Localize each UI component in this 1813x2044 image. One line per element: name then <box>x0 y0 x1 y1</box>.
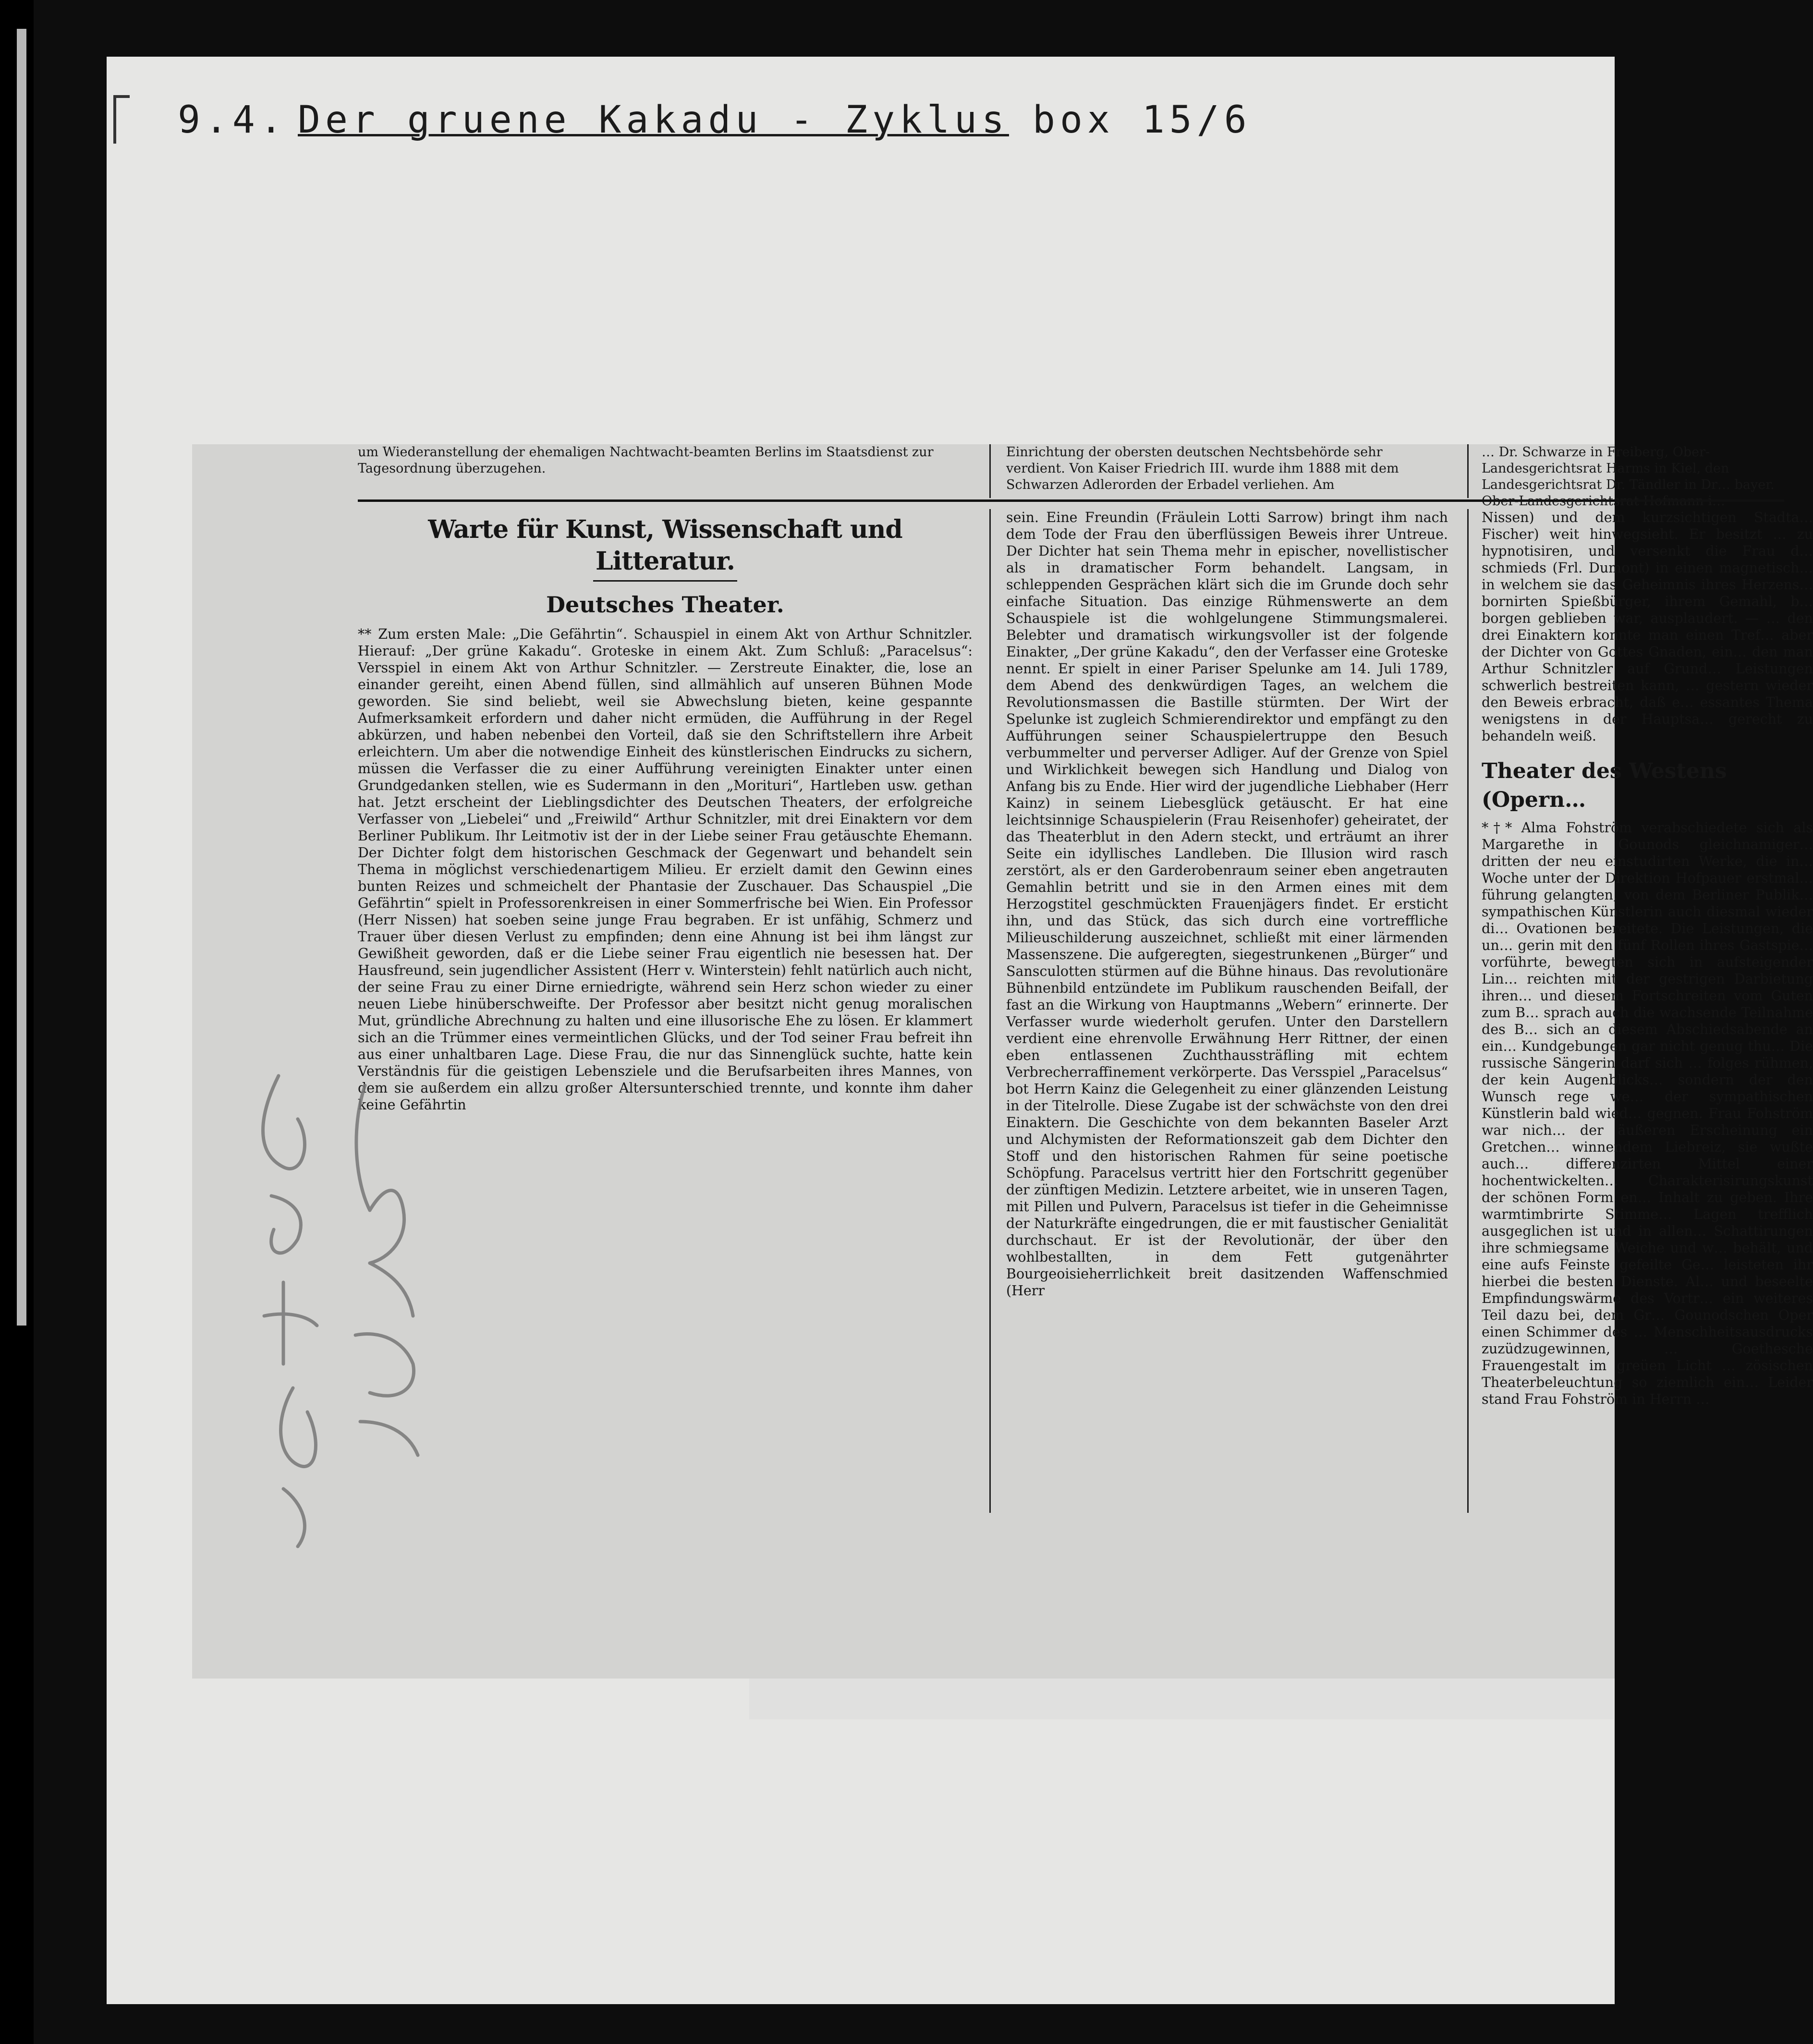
column-divider <box>1467 444 1469 498</box>
header-number: 9.4. <box>178 98 287 142</box>
masthead-rule <box>593 580 737 582</box>
article-text: sein. Eine Freundin (Fräulein Lotti Sarrow) bringt ihm nach dem Tode der Frau den überflüssigen Beweis ihrer Untreue. Der Dichter hat sein Thema mehr in epischer, novellistischer als in dramatischer Form behandelt. Langsam, in schleppenden Gesprächen klärt sich die im Grunde doch sehr einfache Situation. Das einzige Rühmenswerte an dem Schauspiele ist die wohlgelungene Stimmungsmalerei. Belebter und dramatisch wirkungsvoller ist der folgende Einakter, „Der grüne Kakadu“, den der Verfasser eine Groteske nennt. Er spielt in einer Pariser Spelunke am 14. Juli 1789, dem Abend des denkwürdigen Tages, an welchem die Revolutionsmassen die Bastille stürmten. Der Wirt der Spelunke ist zugleich Schmierendirektor und empfängt zu den Aufführungen seiner Schauspielertruppe den Besuch verbummelter und perverser Adliger. Auf der Grenze von Spiel und Wirklichkeit bewegen sich Handlung und Dialog von Anfang bis zu Ende. Hier wird der jugendliche Liebhaber (Herr Kainz) in seinem Liebesglück getäuscht. Er hat eine leichtsinnige Schauspielerin (Frau Reisenhofer) geheiratet, der das Theaterblut in den Adern steckt, und erträumt an ihrer Seite ein idyllisches Landleben. Die Illusion wird rasch zerstört, als er den Garderobenraum seiner eben angetrauten Gemahlin betritt und sie in den Armen eines mit dem Herzogstitel geschmückten Frauenjägers findet. Er ersticht ihn, und das Stück, das sich durch eine vortreffliche Milieuschilderung auszeichnet, schließt mit einer lärmenden Massenszene. Die aufgeregten, siegestrunkenen „Bürger“ und Sansculotten stürmen auf die Bühne hinaus. Das revolutionäre Bühnenbild entzündete im Publikum rauschenden Beifall, der fast an die Wirkung von Hauptmanns „Webern“ erinnerte. Der Verfasser wurde wiederholt gerufen. Unter den Darstellern verdient eine ehrenvolle Erwähnung Herr Rittner, der einen eben entlassenen Zuchthaussträfling mit echtem Verbrecherraffinement verkörperte. Das Versspiel „Paracelsus“ bot Herrn Kainz die Gelegenheit zu einer glänzenden Leistung in der Titelrolle. Diese Zugabe ist der schwächste von den drei Einaktern. Die Geschichte von dem bekannten Baseler Arzt und Alchymisten der Reformationszeit gab dem Dichter den Stoff und den historischen Rahmen für seine poetische Schöpfung. Paracelsus vertritt hier den Fortschritt gegenüber der zünftigen Medizin. Letztere arbeitet, wie in unseren Tagen, mit Pillen und Pulvern, Paracelsus ist tiefer in die Geheimnisse der Naturkräfte eingedrungen, die er mit faustischer Genialität durchschaut. Er ist der Revolutionär, der über den wohlbestallten, in dem Fett gutgenährter Bourgeoisieherrlichkeit breit dasitzenden Waffenschmied (Herr <box>1006 510 1448 1299</box>
section-title-theater-des-westens: Theater des Westens (Opern… <box>1482 759 1727 812</box>
adjacent-page-edge <box>17 29 26 1326</box>
column-divider <box>989 444 991 498</box>
column-divider <box>989 509 991 1513</box>
column-divider <box>1467 509 1469 1513</box>
archive-header <box>178 98 1282 151</box>
handwritten-annotation <box>226 1057 456 1561</box>
top-rule <box>358 499 1784 502</box>
article-column-3 <box>1482 509 1813 1513</box>
article-text: ** Zum ersten Male: „Die Gefährtin“. Schauspiel in einem Akt von Arthur Schnitzler. Hierauf: „Der grüne Kakadu“. Groteske in einem Akt. Zum Schluß: „Paracelsus“: Versspiel in einem Akt von Arthur Schnitzler. — Zerstreute Einakter, die, lose an einander gereiht, einen Abend füllen, sind allmählich auf unseren Bühnen Mode geworden. Sie sind beliebt, weil sie Abwechslung bieten, keine gespannte Aufmerksamkeit erfordern und daher nicht ermüden, die Aufführung in der Regel abkürzen, und haben nebenbei den Vorteil, daß sie den Schriftstellern ihre Arbeit erleichtern. Um aber die notwendige Einheit des künstlerischen Eindrucks zu sichern, müssen die Verfasser die zu einer Aufführung vereinigten Einakter unter einen Grundgedanken stellen, wie es Sudermann in den „Morituri“, Hartleben usw. gethan hat. Jetzt erscheint der Lieblingsdichter des Deutschen Theaters, der erfolgreiche Verfasser von „Liebelei“ und „Freiwild“ Arthur Schnitzler, mit drei Einaktern vor dem Berliner Publikum. Ihr Leitmotiv ist der in der Liebe seiner Frau getäuschte Ehemann. Der Dichter folgt dem historischen Geschmack der Gegenwart und behandelt sein Thema in möglichst verschiedenartigem Milieu. Er erzielt damit den Gewinn eines bunten Reizes und schmeichelt der Phantasie der Zuschauer. Das Schauspiel „Die Gefährtin“ spielt in Professorenkreisen in einer Sommerfrische bei Wien. Ein Professor (Herr Nissen) hat soeben seine junge Frau begraben. Er ist unfähig, Schmerz und Trauer über diesen Verlust zu empfinden; denn eine Ahnung ist bei ihm längst zur Gewißheit geworden, daß er die Liebe seiner Frau eigentlich nie besessen hat. Der Hausfreund, sein jugendlicher Assistent (Herr v. Winterstein) fehlt natürlich auch nicht, der seine Frau zu einer Dirne erniedrigte, während sein Herz schon wieder zu einer neuen Liebe hinüberschweifte. Der Professor aber besitzt nicht genug moralischen Mut, gründliche Abrechnung zu halten und eine illusorische Ehe zu lösen. Er klammert sich an die Trümmer eines vermeintlichen Glücks, und der Tod seiner Frau befreit ihn aus einer unhaltbaren Lage. Diese Frau, die nur das Sinnenglück suchte, hatte kein Verständnis für die geistigen Lebensziele und die Berufsarbeiten ihres Mannes, von dem sie außerdem ein allzu großer Altersunterschied trennte, und konnte ihm daher keine Gefährtin <box>358 626 973 1113</box>
top-fragment-col1: um Wiederanstellung der ehemaligen Nachtwacht-beamten Berlins im Staatsdienst zur Tagesordnung überzugehen. <box>358 445 934 476</box>
top-fragment-col3: … Dr. Schwarze in Freiberg, Ober-Landesgerichtsrat Harms in Kiel, den Landesgerichtsrat Dr. Tändler in Dr… bayer. <box>1482 445 1775 492</box>
article-text: Nissen) und dem kurzsichtigen Stadta… Fischer) weit hinwegsieht. Er besitzt … zu hypnotisiren, und versenkt die Frau d… schmieds (Frl. Dumont) in einen magnetisch… in welchem sie das Geheimnis ihres Herzens… bornirten Spießbürger, ihrem Gemahl, b… borgen geblieben war, ausplaudert. — … den drei Einaktern konnte man einen Tref… aber der Dichter von Gottes Gnaden, ein… den man Arthur Schnitzler auf Grund… Leistungen schwerlich bestreiten kann, … gestern wieder den Beweis erbracht, daß e… essantes Thema wenigstens in der Hauptsa… gerecht zu behandeln weiß. <box>1482 510 1813 744</box>
article-text: *†* Alma Fohström verabschiedete sich als Margarethe in Gounods gleichnamiger… dritten der neu einstudirten Werke, die in… Woche unter der Direktion Hofpauer erstmal… führung gelangten, von dem Berliner Publik… sympathischen Künstlerin auch diesmal wieder di… Ovationen bereitete. Die Leistungen, die un… gerin mit den fünf Rollen ihres Gastspie… vorführte, bewegten sich in aufsteigender Lin… reichten mit der gestrigen Darbietung ihren… und diesem Fortschreiten vom Guten zum B… sprach auch die wachsende Teilnahme des B… sich an diesem Abschiedsabende an ein… Kundgebungen gar nicht genug thu… Die russische Sängerin darf sich … folges rühmen, der kein Augenblicks… sondern der den Wunsch rege we… der sympathischen Künstlerin bald wied… gegnen. Frau Fohström war nich… der äußeren Erscheinung ein Gretchen… winnendem Liebreiz, sie wußte auch… differenzirten Mittel einer hochentwickelten… Charakterisirungskunst der schönen Form en… Inhalt zu geben. Ihre warmtimbrirte Stimme… Lagen trefflich ausgeglichen ist und in allen… Schattirungen ihre schmiegsame Weiche und w… behält, und eine aufs Feinste gefeilte Ge… leisteten ihr hierbei die besten Dienste. Al… und beseelte Empfindungswärme des Vortr… ein weiteres Teil dazu bei, dem Gr… Gounodschen Oper einen Schimmer des … Menschheitsausdrucks zuzüdzugewinnen, … Goethesche Frauengestalt im greüen Licht … zösischen Theaterbeleuchtung so ziemlich ein… Leider stand Frau Fohström in Herrn … <box>1482 820 1813 1407</box>
corner-mark <box>113 95 130 144</box>
header-title: Der gruene Kakadu - Zyklus <box>298 98 1009 142</box>
header-box-label: box 15/6 <box>1033 98 1252 142</box>
article-column-2 <box>1006 509 1448 1513</box>
masthead: Warte für Kunst, Wissenschaft und Litteratur. <box>428 515 902 576</box>
top-fragment-col2: Einrichtung der obersten deutschen Nechtsbehörde sehr verdient. Von Kaiser Friedrich III. wurde ihm 1888 mit dem Schwarzen Adlerorden der Erbadel verliehen. Am <box>1006 445 1399 492</box>
section-title-deutsches-theater: Deutsches Theater. <box>546 592 784 618</box>
